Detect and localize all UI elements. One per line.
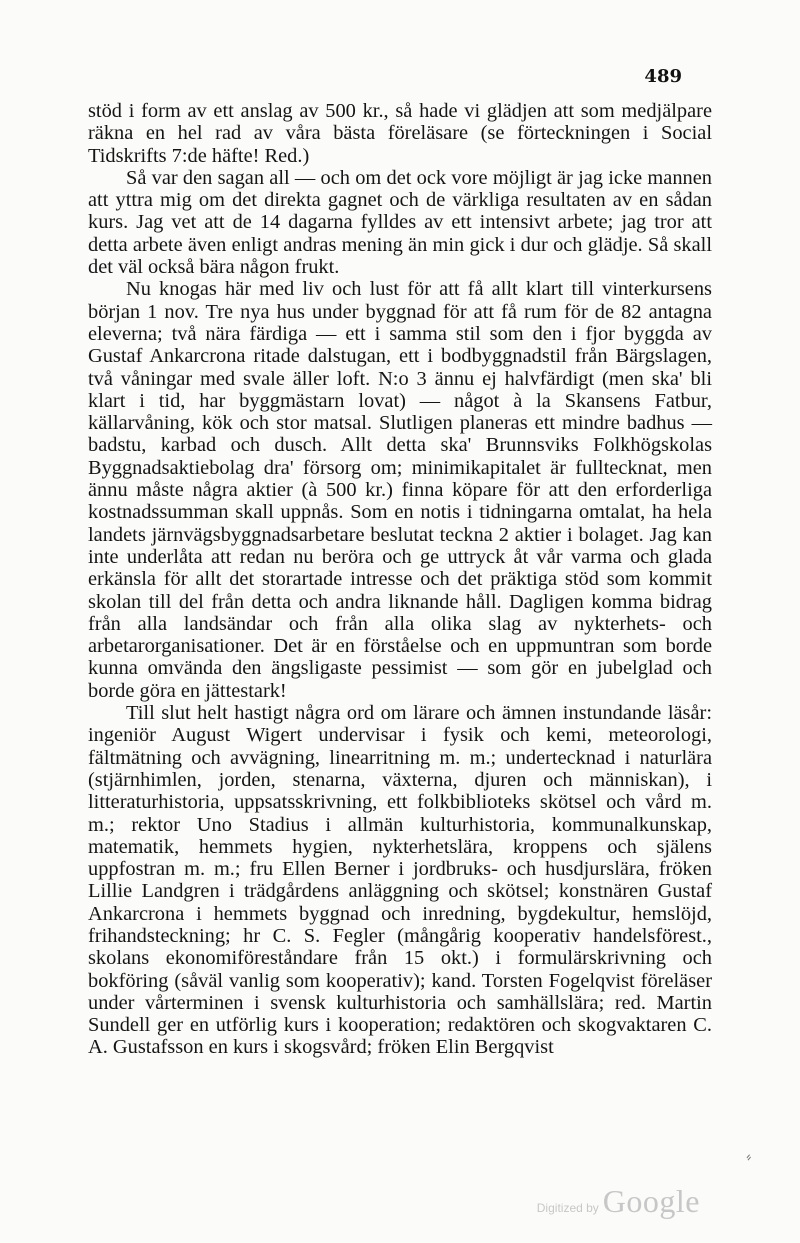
- digitization-watermark: [537, 1183, 700, 1220]
- body-text: [88, 100, 712, 1059]
- paragraph-2: Så var den sagan all — och om det ock vore möjligt är jag icke mannen att yttra mig om det direkta gagnet och de värkliga resultaten av en sådan kurs. Jag vet att de 14 dagarna fylldes av ett intensivt arbete; jag tror att detta arbete även enligt andras mening än min gick i dur och glädje. Så skall det väl också bära någon frukt.: [88, 166, 712, 279]
- stray-ink-mark: ⸗: [743, 1148, 755, 1166]
- google-logo: Google: [602, 1183, 700, 1219]
- watermark-prefix: Digitized by: [536, 1201, 599, 1215]
- paragraph-1: stöd i form av ett anslag av 500 kr., så hade vi glädjen att som medjälpare räkna en hel rad av våra bästa föreläsare (se förteckningen i Social Tidskrifts 7:de häfte! Red.): [88, 100, 712, 167]
- paragraph-3: Nu knogas här med liv och lust för att få allt klart till vinterkursens början 1 nov. Tre nya hus under byggnad för att få rum för de 82 antagna eleverna; två nära färdiga — ett i samma stil som den i fjor byggda av Gustaf Ankarcrona ritade dalstugan, ett i bodbyggnadstil från Bärgslagen, två våningar med svale äller loft. N:o 3 ännu ej halvfärdigt (men ska' bli klart i tid, har byggmästarn lovat) — något à la Skansens Fatbur, källarvåning, kök och stor matsal. Slutligen planeras ett mindre badhus — badstu, karbad och dusch. Allt detta ska' Brunnsviks Folkhögskolas Byggnadsaktiebolag dra' försorg om; minimikapitalet är fulltecknat, men ännu måste några aktier (à 500 kr.) finna köpare för att den erforderliga kostnadssumman skall uppnås. Som en notis i tidningarna omtalat, ha hela landets järnvägsbyggnadsarbetare beslutat teckna 2 aktier i bolaget. Jag kan inte underlåta att redan nu beröra och ge uttryck åt vår varma och glada erkänsla för allt det storartade intresse och det präktiga stöd som kommit skolan till del från detta och andra liknande håll. Dagligen komma bidrag från alla landsändar och från alla olika slag av nykterhets- och arbetarorganisationer. Det är en förståelse och en uppmuntran som borde kunna omvända den ängsligaste pessimist — som gör en jubelglad och borde göra en jättestark!: [88, 278, 712, 702]
- paragraph-4: Till slut helt hastigt några ord om lärare och ämnen instundande läsår: ingeniör August Wigert undervisar i fysik och kemi, meteorologi, fältmätning och avvägning, linearritning m. m.; undertecknad i naturlära (stjärnhimlen, jorden, stenarna, växterna, djuren och människan), i litteraturhistoria, uppsatsskrivning, ett folkbiblioteks skötsel och vård m. m.; rektor Uno Stadius i allmän kulturhistoria, kommunalkunskap, matematik, hemmets hygien, nykterhetslära, kroppens och själens uppfostran m. m.; fru Ellen Berner i jordbruks- och husdjurslära, fröken Lillie Landgren i trädgårdens anläggning och skötsel; konstnären Gustaf Ankarcrona i hemmets byggnad och inredning, bygdekultur, hemslöjd, frihandsteckning; hr C. S. Fegler (mångårig kooperativ handelsförest., skolans ekonomiföreståndare från 15 okt.) i formulärskrivning och bokföring (såväl vanlig som kooperativ); kand. Torsten Fogelqvist föreläser under vårterminen i svensk kulturhistoria och samhällslära; red. Martin Sundell ger en utförlig kurs i kooperation; redaktören och skogvaktaren C. A. Gustafsson en kurs i skogsvård; fröken Elin Bergqvist: [88, 702, 712, 1059]
- page-number: 489: [644, 66, 682, 87]
